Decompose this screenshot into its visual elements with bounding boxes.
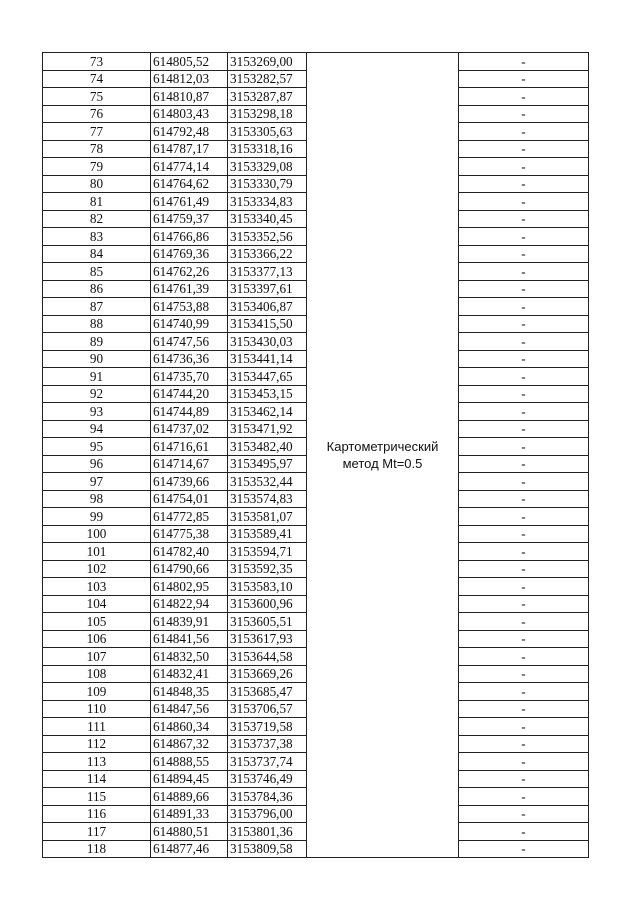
y-coordinate-cell: 3153366,22	[228, 245, 307, 263]
point-number-cell: 84	[43, 245, 151, 263]
x-coordinate-cell: 614839,91	[151, 613, 228, 631]
x-coordinate-cell: 614769,36	[151, 245, 228, 263]
point-number-cell: 105	[43, 613, 151, 631]
y-coordinate-cell: 3153737,38	[228, 735, 307, 753]
y-coordinate-cell: 3153340,45	[228, 210, 307, 228]
x-coordinate-cell: 614740,99	[151, 315, 228, 333]
note-cell: -	[459, 350, 589, 368]
point-number-cell: 110	[43, 700, 151, 718]
y-coordinate-cell: 3153462,14	[228, 403, 307, 421]
y-coordinate-cell: 3153669,26	[228, 665, 307, 683]
method-cell: Картометрический метод Mt=0.5	[307, 53, 459, 858]
point-number-cell: 92	[43, 385, 151, 403]
y-coordinate-cell: 3153471,92	[228, 420, 307, 438]
x-coordinate-cell: 614753,88	[151, 298, 228, 316]
point-number-cell: 100	[43, 525, 151, 543]
point-number-cell: 101	[43, 543, 151, 561]
note-cell: -	[459, 333, 589, 351]
note-cell: -	[459, 193, 589, 211]
note-cell: -	[459, 105, 589, 123]
x-coordinate-cell: 614792,48	[151, 123, 228, 141]
y-coordinate-cell: 3153430,03	[228, 333, 307, 351]
x-coordinate-cell: 614762,26	[151, 263, 228, 281]
x-coordinate-cell: 614860,34	[151, 718, 228, 736]
point-number-cell: 78	[43, 140, 151, 158]
y-coordinate-cell: 3153415,50	[228, 315, 307, 333]
note-cell: -	[459, 158, 589, 176]
note-cell: -	[459, 578, 589, 596]
note-cell: -	[459, 298, 589, 316]
point-number-cell: 103	[43, 578, 151, 596]
note-cell: -	[459, 735, 589, 753]
x-coordinate-cell: 614832,41	[151, 665, 228, 683]
y-coordinate-cell: 3153298,18	[228, 105, 307, 123]
x-coordinate-cell: 614766,86	[151, 228, 228, 246]
point-number-cell: 81	[43, 193, 151, 211]
y-coordinate-cell: 3153809,58	[228, 840, 307, 858]
y-coordinate-cell: 3153685,47	[228, 683, 307, 701]
y-coordinate-cell: 3153482,40	[228, 438, 307, 456]
x-coordinate-cell: 614739,66	[151, 473, 228, 491]
note-cell: -	[459, 543, 589, 561]
note-cell: -	[459, 385, 589, 403]
y-coordinate-cell: 3153532,44	[228, 473, 307, 491]
x-coordinate-cell: 614889,66	[151, 788, 228, 806]
x-coordinate-cell: 614832,50	[151, 648, 228, 666]
point-number-cell: 115	[43, 788, 151, 806]
y-coordinate-cell: 3153801,36	[228, 823, 307, 841]
note-cell: -	[459, 805, 589, 823]
y-coordinate-cell: 3153644,58	[228, 648, 307, 666]
y-coordinate-cell: 3153447,65	[228, 368, 307, 386]
y-coordinate-cell: 3153784,36	[228, 788, 307, 806]
x-coordinate-cell: 614761,49	[151, 193, 228, 211]
note-cell: -	[459, 53, 589, 71]
x-coordinate-cell: 614888,55	[151, 753, 228, 771]
table-row	[43, 53, 589, 71]
x-coordinate-cell: 614847,56	[151, 700, 228, 718]
x-coordinate-cell: 614803,43	[151, 105, 228, 123]
point-number-cell: 79	[43, 158, 151, 176]
y-coordinate-cell: 3153441,14	[228, 350, 307, 368]
point-number-cell: 113	[43, 753, 151, 771]
x-coordinate-cell: 614812,03	[151, 70, 228, 88]
point-number-cell: 86	[43, 280, 151, 298]
note-cell: -	[459, 420, 589, 438]
x-coordinate-cell: 614782,40	[151, 543, 228, 561]
note-cell: -	[459, 263, 589, 281]
y-coordinate-cell: 3153495,97	[228, 455, 307, 473]
x-coordinate-cell: 614714,67	[151, 455, 228, 473]
point-number-cell: 99	[43, 508, 151, 526]
point-number-cell: 108	[43, 665, 151, 683]
note-cell: -	[459, 368, 589, 386]
x-coordinate-cell: 614761,39	[151, 280, 228, 298]
x-coordinate-cell: 614822,94	[151, 595, 228, 613]
note-cell: -	[459, 438, 589, 456]
x-coordinate-cell: 614744,20	[151, 385, 228, 403]
x-coordinate-cell: 614790,66	[151, 560, 228, 578]
point-number-cell: 112	[43, 735, 151, 753]
point-number-cell: 88	[43, 315, 151, 333]
point-number-cell: 85	[43, 263, 151, 281]
note-cell: -	[459, 490, 589, 508]
y-coordinate-cell: 3153600,96	[228, 595, 307, 613]
point-number-cell: 114	[43, 770, 151, 788]
note-cell: -	[459, 228, 589, 246]
y-coordinate-cell: 3153796,00	[228, 805, 307, 823]
note-cell: -	[459, 648, 589, 666]
coordinates-table-body	[43, 53, 589, 858]
y-coordinate-cell: 3153287,87	[228, 88, 307, 106]
note-cell: -	[459, 210, 589, 228]
x-coordinate-cell: 614805,52	[151, 53, 228, 71]
x-coordinate-cell: 614775,38	[151, 525, 228, 543]
point-number-cell: 117	[43, 823, 151, 841]
y-coordinate-cell: 3153589,41	[228, 525, 307, 543]
y-coordinate-cell: 3153406,87	[228, 298, 307, 316]
x-coordinate-cell: 614880,51	[151, 823, 228, 841]
y-coordinate-cell: 3153305,63	[228, 123, 307, 141]
coordinates-table	[42, 52, 589, 858]
x-coordinate-cell: 614716,61	[151, 438, 228, 456]
note-cell: -	[459, 88, 589, 106]
point-number-cell: 95	[43, 438, 151, 456]
note-cell: -	[459, 788, 589, 806]
x-coordinate-cell: 614841,56	[151, 630, 228, 648]
point-number-cell: 104	[43, 595, 151, 613]
y-coordinate-cell: 3153594,71	[228, 543, 307, 561]
note-cell: -	[459, 560, 589, 578]
point-number-cell: 109	[43, 683, 151, 701]
y-coordinate-cell: 3153352,56	[228, 228, 307, 246]
note-cell: -	[459, 630, 589, 648]
x-coordinate-cell: 614802,95	[151, 578, 228, 596]
point-number-cell: 97	[43, 473, 151, 491]
note-cell: -	[459, 508, 589, 526]
point-number-cell: 80	[43, 175, 151, 193]
note-cell: -	[459, 70, 589, 88]
note-cell: -	[459, 700, 589, 718]
x-coordinate-cell: 614744,89	[151, 403, 228, 421]
y-coordinate-cell: 3153719,58	[228, 718, 307, 736]
point-number-cell: 74	[43, 70, 151, 88]
x-coordinate-cell: 614848,35	[151, 683, 228, 701]
y-coordinate-cell: 3153581,07	[228, 508, 307, 526]
y-coordinate-cell: 3153330,79	[228, 175, 307, 193]
x-coordinate-cell: 614737,02	[151, 420, 228, 438]
point-number-cell: 91	[43, 368, 151, 386]
note-cell: -	[459, 595, 589, 613]
point-number-cell: 76	[43, 105, 151, 123]
y-coordinate-cell: 3153605,51	[228, 613, 307, 631]
x-coordinate-cell: 614867,32	[151, 735, 228, 753]
point-number-cell: 94	[43, 420, 151, 438]
note-cell: -	[459, 753, 589, 771]
note-cell: -	[459, 823, 589, 841]
y-coordinate-cell: 3153329,08	[228, 158, 307, 176]
x-coordinate-cell: 614894,45	[151, 770, 228, 788]
y-coordinate-cell: 3153574,83	[228, 490, 307, 508]
note-cell: -	[459, 613, 589, 631]
point-number-cell: 107	[43, 648, 151, 666]
x-coordinate-cell: 614747,56	[151, 333, 228, 351]
x-coordinate-cell: 614787,17	[151, 140, 228, 158]
y-coordinate-cell: 3153746,49	[228, 770, 307, 788]
x-coordinate-cell: 614810,87	[151, 88, 228, 106]
y-coordinate-cell: 3153453,15	[228, 385, 307, 403]
y-coordinate-cell: 3153397,61	[228, 280, 307, 298]
point-number-cell: 73	[43, 53, 151, 71]
y-coordinate-cell: 3153706,57	[228, 700, 307, 718]
y-coordinate-cell: 3153592,35	[228, 560, 307, 578]
point-number-cell: 75	[43, 88, 151, 106]
note-cell: -	[459, 140, 589, 158]
x-coordinate-cell: 614759,37	[151, 210, 228, 228]
note-cell: -	[459, 665, 589, 683]
x-coordinate-cell: 614891,33	[151, 805, 228, 823]
point-number-cell: 106	[43, 630, 151, 648]
point-number-cell: 89	[43, 333, 151, 351]
point-number-cell: 82	[43, 210, 151, 228]
x-coordinate-cell: 614877,46	[151, 840, 228, 858]
note-cell: -	[459, 840, 589, 858]
x-coordinate-cell: 614754,01	[151, 490, 228, 508]
point-number-cell: 116	[43, 805, 151, 823]
point-number-cell: 96	[43, 455, 151, 473]
note-cell: -	[459, 770, 589, 788]
x-coordinate-cell: 614764,62	[151, 175, 228, 193]
x-coordinate-cell: 614774,14	[151, 158, 228, 176]
point-number-cell: 77	[43, 123, 151, 141]
y-coordinate-cell: 3153269,00	[228, 53, 307, 71]
y-coordinate-cell: 3153318,16	[228, 140, 307, 158]
note-cell: -	[459, 280, 589, 298]
note-cell: -	[459, 473, 589, 491]
note-cell: -	[459, 315, 589, 333]
note-cell: -	[459, 245, 589, 263]
point-number-cell: 90	[43, 350, 151, 368]
point-number-cell: 83	[43, 228, 151, 246]
point-number-cell: 111	[43, 718, 151, 736]
point-number-cell: 93	[43, 403, 151, 421]
note-cell: -	[459, 123, 589, 141]
y-coordinate-cell: 3153583,10	[228, 578, 307, 596]
note-cell: -	[459, 525, 589, 543]
note-cell: -	[459, 403, 589, 421]
point-number-cell: 98	[43, 490, 151, 508]
y-coordinate-cell: 3153377,13	[228, 263, 307, 281]
y-coordinate-cell: 3153334,83	[228, 193, 307, 211]
point-number-cell: 87	[43, 298, 151, 316]
x-coordinate-cell: 614735,70	[151, 368, 228, 386]
x-coordinate-cell: 614772,85	[151, 508, 228, 526]
note-cell: -	[459, 175, 589, 193]
note-cell: -	[459, 683, 589, 701]
note-cell: -	[459, 455, 589, 473]
note-cell: -	[459, 718, 589, 736]
y-coordinate-cell: 3153617,93	[228, 630, 307, 648]
y-coordinate-cell: 3153737,74	[228, 753, 307, 771]
x-coordinate-cell: 614736,36	[151, 350, 228, 368]
point-number-cell: 118	[43, 840, 151, 858]
y-coordinate-cell: 3153282,57	[228, 70, 307, 88]
point-number-cell: 102	[43, 560, 151, 578]
